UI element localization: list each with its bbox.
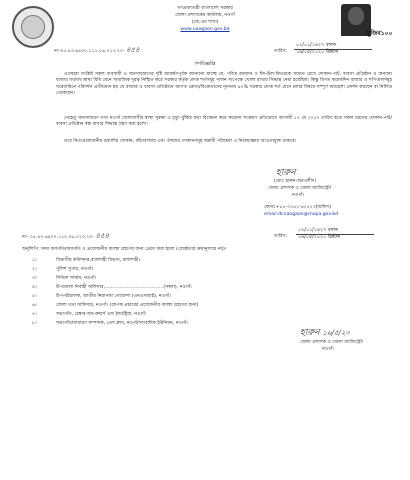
memo2-number: নং- ০৫.৪৩.৬৪০০.১১২.০৬.০২৩.২০- ৪৫৪ bbox=[22, 232, 110, 240]
signatory-email[interactable]: email:dcnaogaon@mopa.gov.bd bbox=[264, 212, 339, 217]
copy-intro: অনুলিপি: সদয় অবগতি/অবগতি ও প্রয়োজনীয় ব্যবস্থা গ্রহণের জন্য প্রেরণ করা হলো (জ্যেষ্ঠতার ক্রমানুসারে নয়)। bbox=[22, 247, 227, 252]
signatory2-district: নওগাঁ। bbox=[322, 347, 335, 352]
list-item: ৪। উপজেলা নির্বাহী অফিসার,........................................(সকল), নওগাঁ। bbox=[32, 285, 192, 290]
paragraph-3: তবে নিত্যপ্রয়োজনীয় দ্রব্যাদির দোকান, কাঁচাবাজার এবং ঔষধের দোকানসমূহ জরুরী পরিষেবা এ নিষেধাজ্ঞার আওতামুক্ত থাকবে। bbox=[64, 139, 297, 144]
list-item: ১। বিভাগীয় কমিশনার,রাজশাহী বিভাগ, রাজশাহী। bbox=[32, 258, 141, 263]
signature-2: হারুন ১৬/৫/২০ bbox=[300, 328, 350, 338]
memo-number: নং-০৫.৪৩.৬৪০০.১১২.০৬.০২৩.২০- ৪৫৪ bbox=[54, 46, 140, 54]
memo2-date-bn: ০২/০১/১৪২৭ বঙ্গাব্দ bbox=[298, 228, 339, 233]
memo-date-en: ১৬/০৫/২০২০ খ্রিষ্টাব্দ bbox=[296, 50, 339, 55]
list-item: ২। পুলিশ সুপার, নওগাঁ। bbox=[32, 267, 94, 272]
memo2-date-label: তারিখ: bbox=[274, 234, 288, 239]
signatory-name: (মোঃ হারুন-অর-রশীদ) bbox=[274, 179, 317, 184]
paragraph-1: এতদ্বারা সংশ্লিষ্ট সকল ব্যবসায়ী ও জনসাধারণের দৃষ্টি আকর্ষণপূর্বক জানানো যাচ্ছে যে, পবিত্র রমজান ও ঈদ-উল-ফিতরকে সামনে রেখে দোকান-পাট, ব্যবসা প্রতিষ্ঠান ও অন্যান্য বাজার যথাযথ স্বাস্থ্য বিধি মেনে সামাজিক দূরত্ব নিশ্চিত করে সরকার কর্তৃক প্রদত্ত শর্তসমূহ পালন সাপেক্ষে খোলা রাখার সিদ্ধান্ত নেয়া হয়েছিল। কিন্তু বিগত কয়েকদিন বাজার ও শপিংমলসমূহ সরেজমিনে পরিদর্শন প্রতীয়মান হয় যে বাজার ও ব্যবসা প্রতিষ্ঠানে আগত ক্রেতা/বিক্রেতাদের ন্যূনতম ৯০% সরকার প্রদত্ত শর্ত মেনে চলার বিষয়ে সম্পূর্ণ অবহেলা প্রদর্শন করছেন বা নির্লিপ্ত থেকেছেন। bbox=[56, 72, 392, 97]
memo2-date-en: ১৬/০৫/২০২০ খ্রিষ্টাব্দ bbox=[298, 235, 341, 240]
list-item: ৫। উপপরিচালক, জাতীয় নিরাপত্তা গোয়েন্দা (এনএসআই), নওগাঁ। bbox=[32, 294, 171, 299]
signatory-district: নওগাঁ। bbox=[292, 193, 305, 198]
list-item: ৩। সিভিল সার্জন, নওগাঁ। bbox=[32, 276, 97, 281]
list-item: ৬। জেলা তথ্য অফিসার, নওগাঁ। (ব্যাপক প্রচারের প্রয়োজনীয় ব্যবস্থা গ্রহণের জন্য) bbox=[32, 303, 199, 308]
memo-date-label: তারিখ: bbox=[274, 49, 288, 54]
header-line2: জেলা প্রশাসকের কার্যালয়, নওগাঁ bbox=[175, 13, 235, 18]
list-item: ৭। সভাপতি, চেম্বার-অব-কমার্স এন্ড ইন্ডাষ্ট্রিজ, নওগাঁ। bbox=[32, 312, 147, 317]
list-item: ৮। সভাপতি/সাধারণ সম্পাদক, প্রেস ক্লাব, নওগাঁ/সাংবাদিক ইউনিয়ন, নওগাঁ। bbox=[32, 321, 188, 326]
header-line3: (জে,এম শাখা) bbox=[191, 20, 219, 25]
notice-title: গণবিজ্ঞপ্তি bbox=[194, 61, 216, 67]
signatory-title: জেলা প্রশাসক ও জেলা ম্যাজিস্ট্রেট bbox=[268, 186, 331, 191]
website-link[interactable]: www.naogaon.gov.bd bbox=[180, 27, 230, 32]
paragraph-2: সেহেতু জনসাধারণ তথা নওগাঁ জেলাবাসীর স্বাস্থ্য সুরক্ষা ও মৃত্যু ঝুঁকির কথা বিবেচনা করে করোনা সংক্রমণ প্রতিরোধে আগামী ১৭ মে ২০২০ তারিখ হতে সকল ধরনের দোকান-পাট/ব্যবসা প্রতিষ্ঠান বন্ধ রাখার সিদ্ধান্ত গ্রহণ করা হলো। bbox=[56, 116, 392, 128]
signatory-phone: ফোনঃ+৮৮-০৭৪১-৬২৫২৩(অফিস) bbox=[264, 205, 332, 210]
mujib-logo: মুজিব১০০ bbox=[367, 30, 393, 37]
signatory2-title: জেলা প্রশাসক ও জেলা ম্যাজিস্ট্রেট bbox=[300, 340, 363, 345]
signature-1: হারুন bbox=[276, 168, 296, 178]
government-seal-icon bbox=[12, 6, 54, 48]
memo-date-bn: ০২/০১/১৪২৭ বঙ্গাব্দ bbox=[296, 43, 337, 48]
header-line1: গণপ্রজাতন্ত্রী বাংলাদেশ সরকার bbox=[177, 6, 233, 11]
